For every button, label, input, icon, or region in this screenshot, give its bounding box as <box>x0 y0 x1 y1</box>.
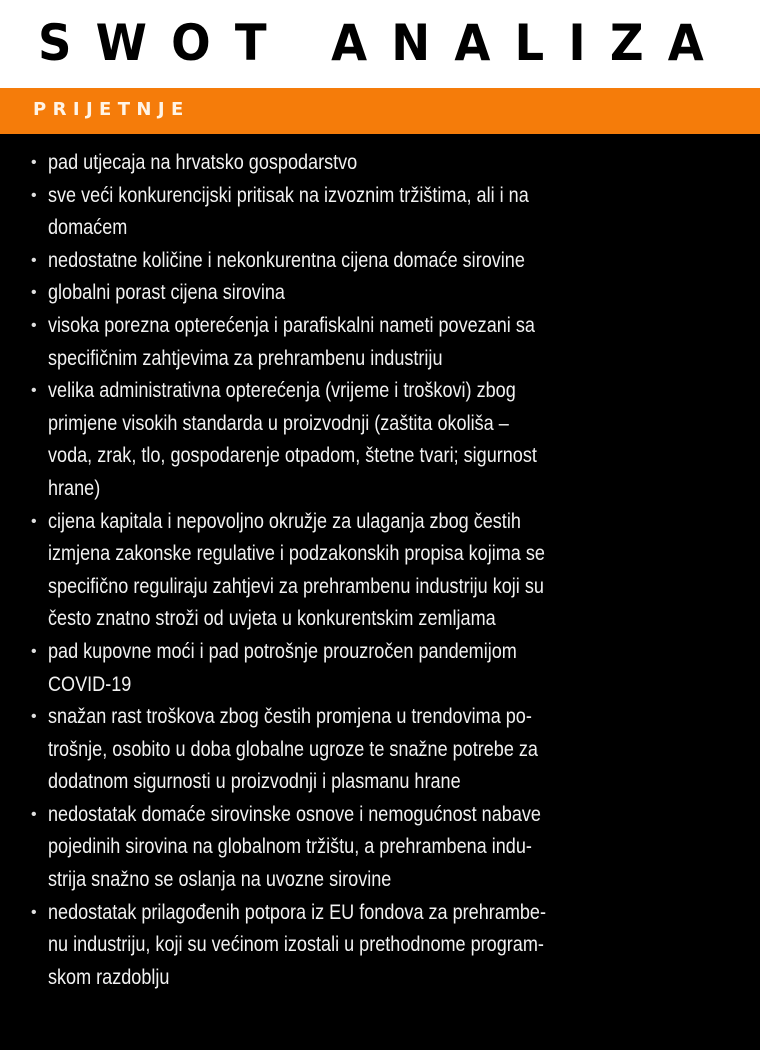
threat-item-line: nedostatne količine i nekonkurentna cijena domaće sirovine <box>48 248 525 272</box>
threat-item-line: velika administrativna opterećenja (vrijeme i troškovi) zbog <box>48 379 516 403</box>
threat-item-line: strija snažno se oslanja na uvozne sirovine <box>48 868 392 892</box>
threat-item <box>0 375 760 505</box>
bullet-icon: • <box>31 154 37 171</box>
threat-item-line: snažan rast troškova zbog čestih promjena u trendovima po- <box>48 705 532 729</box>
bullet-icon: • <box>31 805 37 823</box>
section-title: PRIJETNJE <box>33 99 190 120</box>
threat-item-line: izmjena zakonske regulative i podzakonskih propisa kojima se <box>48 542 545 566</box>
threat-item-line: hrane) <box>48 476 101 500</box>
bullet-icon: • <box>31 284 37 302</box>
threat-item <box>0 277 760 310</box>
page-title: SWOT ANALIZA <box>38 14 728 72</box>
threat-item <box>0 147 760 180</box>
bullet-icon: • <box>31 382 37 400</box>
bullet-icon: • <box>31 251 37 269</box>
threat-item-line: pad kupovne moći i pad potrošnje prouzročen pandemijom <box>48 639 517 663</box>
threat-item-line: globalni porast cijena sirovina <box>48 281 285 305</box>
page-header <box>0 0 760 88</box>
threat-item-line: nedostatak domaće sirovinske osnove i nemogućnost nabave <box>48 802 541 826</box>
threats-section <box>0 134 760 994</box>
threat-item-line: nu industriju, koji su većinom izostali u prethodnome program- <box>48 933 544 957</box>
threat-item-line: COVID-19 <box>48 672 132 696</box>
threat-item <box>0 799 760 897</box>
section-header-band <box>0 88 760 134</box>
threat-item <box>0 506 760 636</box>
threat-item-line: često znatno stroži od uvjeta u konkurentskim zemljama <box>48 607 496 631</box>
threats-list <box>0 147 760 994</box>
bullet-icon: • <box>31 642 37 660</box>
bullet-icon: • <box>31 903 37 921</box>
threat-item <box>0 701 760 799</box>
threat-item-line: cijena kapitala i nepovoljno okružje za ulaganja zbog čestih <box>48 509 521 533</box>
threat-item-line: visoka porezna opterećenja i parafiskalni nameti povezani sa <box>48 313 535 337</box>
threat-item <box>0 310 760 375</box>
threat-item-line: domaćem <box>48 216 128 240</box>
bullet-icon: • <box>31 316 37 334</box>
threat-item-line: nedostatak prilagođenih potpora iz EU fondova za prehrambe- <box>48 900 546 924</box>
threat-item-line: pojedinih sirovina na globalnom tržištu, a prehrambena indu- <box>48 835 532 859</box>
threat-item-line: specifičnim zahtjevima za prehrambenu industriju <box>48 346 443 370</box>
threat-item <box>0 897 760 995</box>
threat-item-line: dodatnom sigurnosti u proizvodnji i plasmanu hrane <box>48 770 461 794</box>
bullet-icon: • <box>31 186 37 204</box>
threat-item <box>0 180 760 245</box>
bullet-icon: • <box>31 708 37 726</box>
threat-item-line: skom razdoblju <box>48 965 170 989</box>
threat-item-line: specifično reguliraju zahtjevi za prehrambenu industriju koji su <box>48 574 544 598</box>
threat-item-line: pad utjecaja na hrvatsko gospodarstvo <box>48 151 358 174</box>
threat-item-line: primjene visokih standarda u proizvodnji (zaštita okoliša – <box>48 411 509 435</box>
threat-item <box>0 636 760 701</box>
threat-item-line: voda, zrak, tlo, gospodarenje otpadom, štetne tvari; sigurnost <box>48 444 537 468</box>
bullet-icon: • <box>31 512 37 530</box>
threat-item-line: sve veći konkurencijski pritisak na izvoznim tržištima, ali i na <box>48 183 529 207</box>
threat-item <box>0 245 760 278</box>
threat-item-line: trošnje, osobito u doba globalne ugroze te snažne potrebe za <box>48 737 538 761</box>
